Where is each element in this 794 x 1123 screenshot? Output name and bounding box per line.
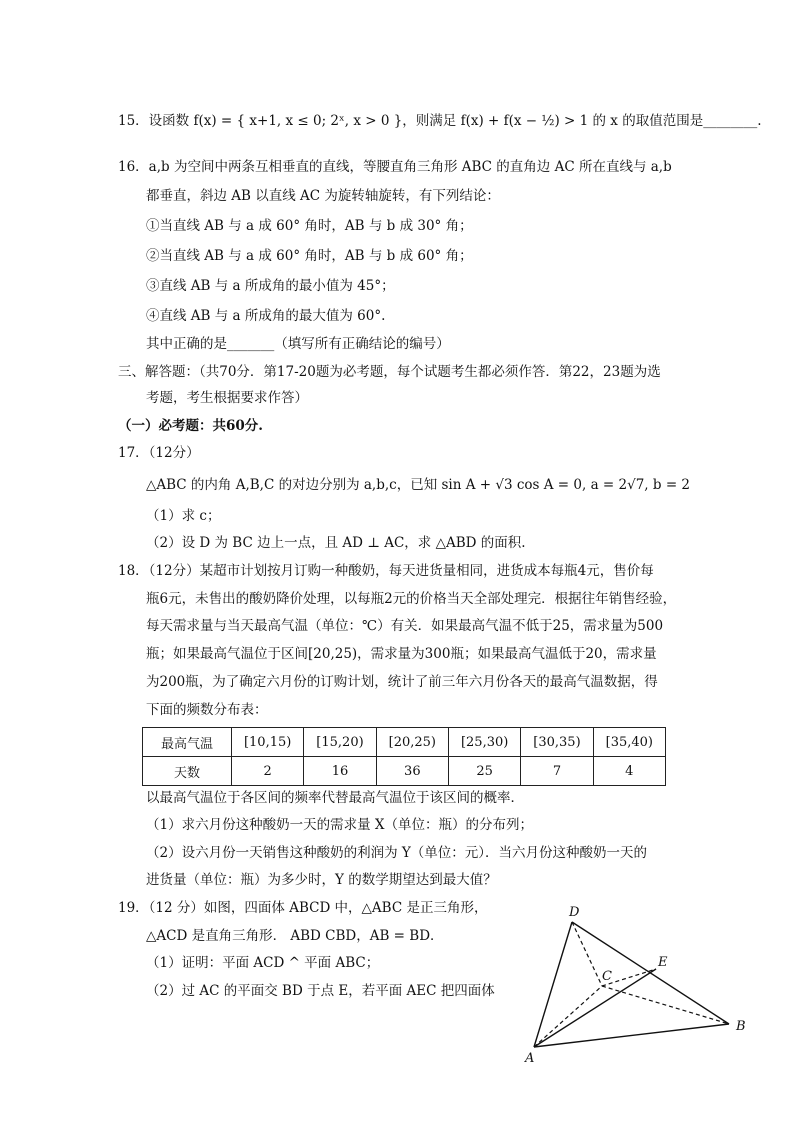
- q19-line-1: 19．（12 分）如图，四面体 ABCD 中，△ABC 是正三角形，: [118, 900, 488, 916]
- table-header-label: 最高气温: [143, 728, 232, 757]
- q16-answer-prompt: 其中正确的是_______（填写所有正确结论的编号）: [146, 336, 450, 352]
- q18-line-3: 每天需求量与当天最高气温（单位：℃）有关．如果最高气温不低于25，需求量为500: [146, 618, 664, 634]
- table-row-label: 天数: [143, 757, 232, 786]
- q18-part-2a: （2）设六月份一天销售这种酸奶的利润为 Y（单位：元）．当六月份这种酸奶一天的: [146, 845, 648, 861]
- q18-part-1: （1）求六月份这种酸奶一天的需求量 X（单位：瓶）的分布列；: [146, 817, 533, 833]
- q16-conclusion-4: ④直线 AB 与 a 所成角的最大值为 60°.: [146, 308, 386, 324]
- frequency-table: [142, 727, 666, 786]
- q18-line-6: 下面的频数分布表：: [146, 702, 268, 718]
- table-cell-days: 4: [593, 757, 665, 786]
- q16-conclusion-2: ②当直线 AB 与 a 成 60° 角时，AB 与 b 成 60° 角；: [146, 248, 473, 264]
- section-3-heading-1: 三、解答题：（共70分．第17-20题为必考题，每个试题考生都必须作答．第22，23题为选: [118, 364, 661, 380]
- q16-line-2: 都垂直，斜边 AB 以直线 AC 为旋转轴旋转，有下列结论：: [146, 188, 500, 204]
- table-cell-days: 2: [232, 757, 304, 786]
- label-B: B: [736, 1019, 746, 1034]
- q19-line-2: △ACD 是直角三角形． ABD CBD，AB = BD．: [146, 928, 444, 944]
- edge-AB: [534, 1024, 729, 1047]
- table-cell-interval: [10,15): [232, 728, 304, 757]
- table-cell-days: 16: [304, 757, 376, 786]
- tetrahedron-figure: [522, 900, 762, 1070]
- q17-part-2: （2）设 D 为 BC 边上一点，且 AD ⊥ AC，求 △ABD 的面积.: [146, 535, 526, 551]
- table-cell-days: 7: [521, 757, 593, 786]
- q18-line-2: 瓶6元，未售出的酸奶降价处理，以每瓶2元的价格当天全部处理完．根据往年销售经验，: [146, 591, 677, 607]
- label-A: A: [525, 1051, 535, 1066]
- table-row: [143, 728, 666, 757]
- table-cell-interval: [15,20): [304, 728, 376, 757]
- q16-line-1: 16．a,b 为空间中两条互相垂直的直线，等腰直角三角形 ABC 的直角边 AC 所在直线与 a,b: [118, 159, 672, 175]
- q18-line-1: 18．（12分）某超市计划按月订购一种酸奶，每天进货量相同，进货成本每瓶4元，售价每: [118, 563, 654, 579]
- table-cell-interval: [35,40): [593, 728, 665, 757]
- q17-part-1: （1）求 c；: [146, 508, 221, 524]
- label-C: C: [602, 969, 612, 984]
- table-cell-interval: [25,30): [448, 728, 520, 757]
- table-cell-days: 25: [448, 757, 520, 786]
- q16-conclusion-3: ③直线 AB 与 a 所成角的最小值为 45°；: [146, 278, 395, 294]
- edge-DA: [534, 922, 572, 1047]
- q19-part-1: （1）证明：平面 ACD ^ 平面 ABC；: [146, 955, 380, 971]
- edge-AC-hidden: [534, 986, 602, 1047]
- q18-after-table: 以最高气温位于各区间的频率代替最高气温位于该区间的概率．: [146, 790, 524, 806]
- section-3-subheading: （一）必考题：共60分.: [118, 418, 263, 434]
- section-3-heading-2: 考题，考生根据要求作答）: [146, 390, 308, 406]
- q17-body: △ABC 的内角 A,B,C 的对边分别为 a,b,c，已知 sin A + √3 cos A = 0, a = 2√7, b = 2: [146, 477, 691, 493]
- q18-part-2b: 进货量（单位：瓶）为多少时，Y 的数学期望达到最大值？: [146, 872, 497, 888]
- table-row: [143, 757, 666, 786]
- q18-line-5: 为200瓶，为了确定六月份的订购计划，统计了前三年六月份各天的最高气温数据，得: [146, 674, 658, 690]
- q17-heading: 17．（12分）: [118, 445, 200, 461]
- q15-text: 15．设函数 f(x) = { x+1, x ≤ 0; 2ˣ, x > 0 }，则满足 f(x) + f(x − ½) > 1 的 x 的取值范围是________.: [118, 113, 762, 129]
- table-cell-interval: [20,25): [376, 728, 448, 757]
- question-15: [118, 111, 762, 131]
- q16-conclusion-1: ①当直线 AB 与 a 成 60° 角时，AB 与 b 成 30° 角；: [146, 218, 473, 234]
- q19-part-2: （2）过 AC 的平面交 BD 于点 E，若平面 AEC 把四面体: [146, 983, 495, 999]
- table-cell-days: 36: [376, 757, 448, 786]
- label-E: E: [658, 955, 668, 970]
- q18-line-4: 瓶；如果最高气温位于区间[20,25)，需求量为300瓶；如果最高气温低于20，需求量: [146, 646, 657, 662]
- label-D: D: [569, 905, 580, 920]
- table-cell-interval: [30,35): [521, 728, 593, 757]
